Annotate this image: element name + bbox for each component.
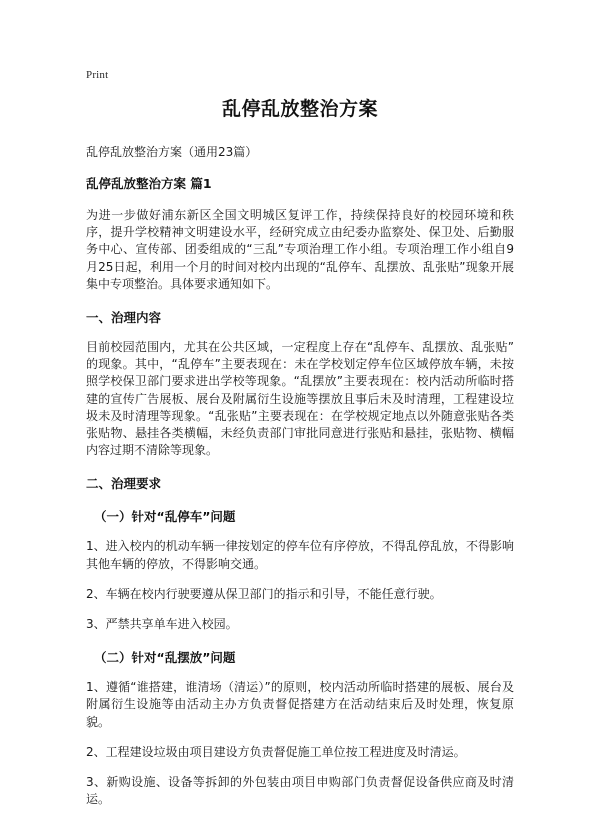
subsection-heading-2-1: （一）针对“乱停车”问题 bbox=[94, 509, 236, 525]
list-item: 2、车辆在校内行驶要遵从保卫部门的指示和引导，不能任意行驶。 bbox=[86, 586, 442, 601]
list-item: 2、工程建设垃圾由项目建设方负责督促施工单位按工程进度及时清运。 bbox=[86, 744, 466, 759]
document-subtitle: 乱停乱放整治方案（通用23篇） bbox=[86, 145, 258, 159]
intro-paragraph: 为进一步做好浦东新区全国文明城区复评工作，持续保持良好的校园环境和秩序，提升学校精神文明建设水平，经研究成立由纪委办监察处、保卫处、后勤服务中心、宣传部、团委组成的“三乱”专项治理工作小组。专项治理工作小组自9月25日起，利用一个月的时间对校内出现的“乱停车、乱摆放、乱张贴”现象开展集中专项整治。具体要求通知如下。 bbox=[86, 208, 514, 291]
list-item: 3、新购设施、设备等拆卸的外包装由项目申购部门负责督促设备供应商及时清运。 bbox=[86, 775, 514, 807]
section-heading-1: 一、治理内容 bbox=[86, 310, 162, 326]
list-item: 3、严禁共享单车进入校园。 bbox=[86, 617, 238, 632]
page-title: 乱停乱放整治方案 bbox=[221, 98, 378, 120]
list-item: 1、进入校内的机动车辆一律按划定的停车位有序停放，不得乱停乱放，不得影响其他车辆的停放，不得影响交通。 bbox=[86, 539, 514, 571]
section-1-paragraph-1: 目前校园范围内，尤其在公共区域，一定程度上存在“乱停车、乱摆放、乱张贴”的现象。其中，“乱停车”主要表现在：未在学校划定停车位区域停放车辆，未按照学校保卫部门要求进出学校等现象。“乱摆放”主要表现在：校内活动所临时搭建的宣传广告展板、展台及附属衍生设施等摆放且事后未及时清理，工程建设垃圾未及时清理等现象。“乱张贴”主要表现在：在学校规定地点以外随意张贴各类张贴物、悬挂各类横幅，未经负责部门审批同意进行张贴和悬挂，张贴物、横幅内容过期不清除等现象。 bbox=[86, 340, 514, 458]
print-button[interactable]: Print bbox=[86, 69, 109, 81]
section-heading-2: 二、治理要求 bbox=[86, 476, 162, 492]
subsection-heading-2-2: （二）针对“乱摆放”问题 bbox=[94, 650, 236, 666]
document-body bbox=[86, 96, 514, 821]
list-item: 1、遵循“谁搭建，谁清场（清运）”的原则，校内活动所临时搭建的展板、展台及附属衍生设施等由活动主办方负责督促搭建方在活动结束后及时处理，恢复原貌。 bbox=[86, 680, 514, 729]
article-heading: 乱停乱放整治方案 篇1 bbox=[86, 176, 212, 191]
